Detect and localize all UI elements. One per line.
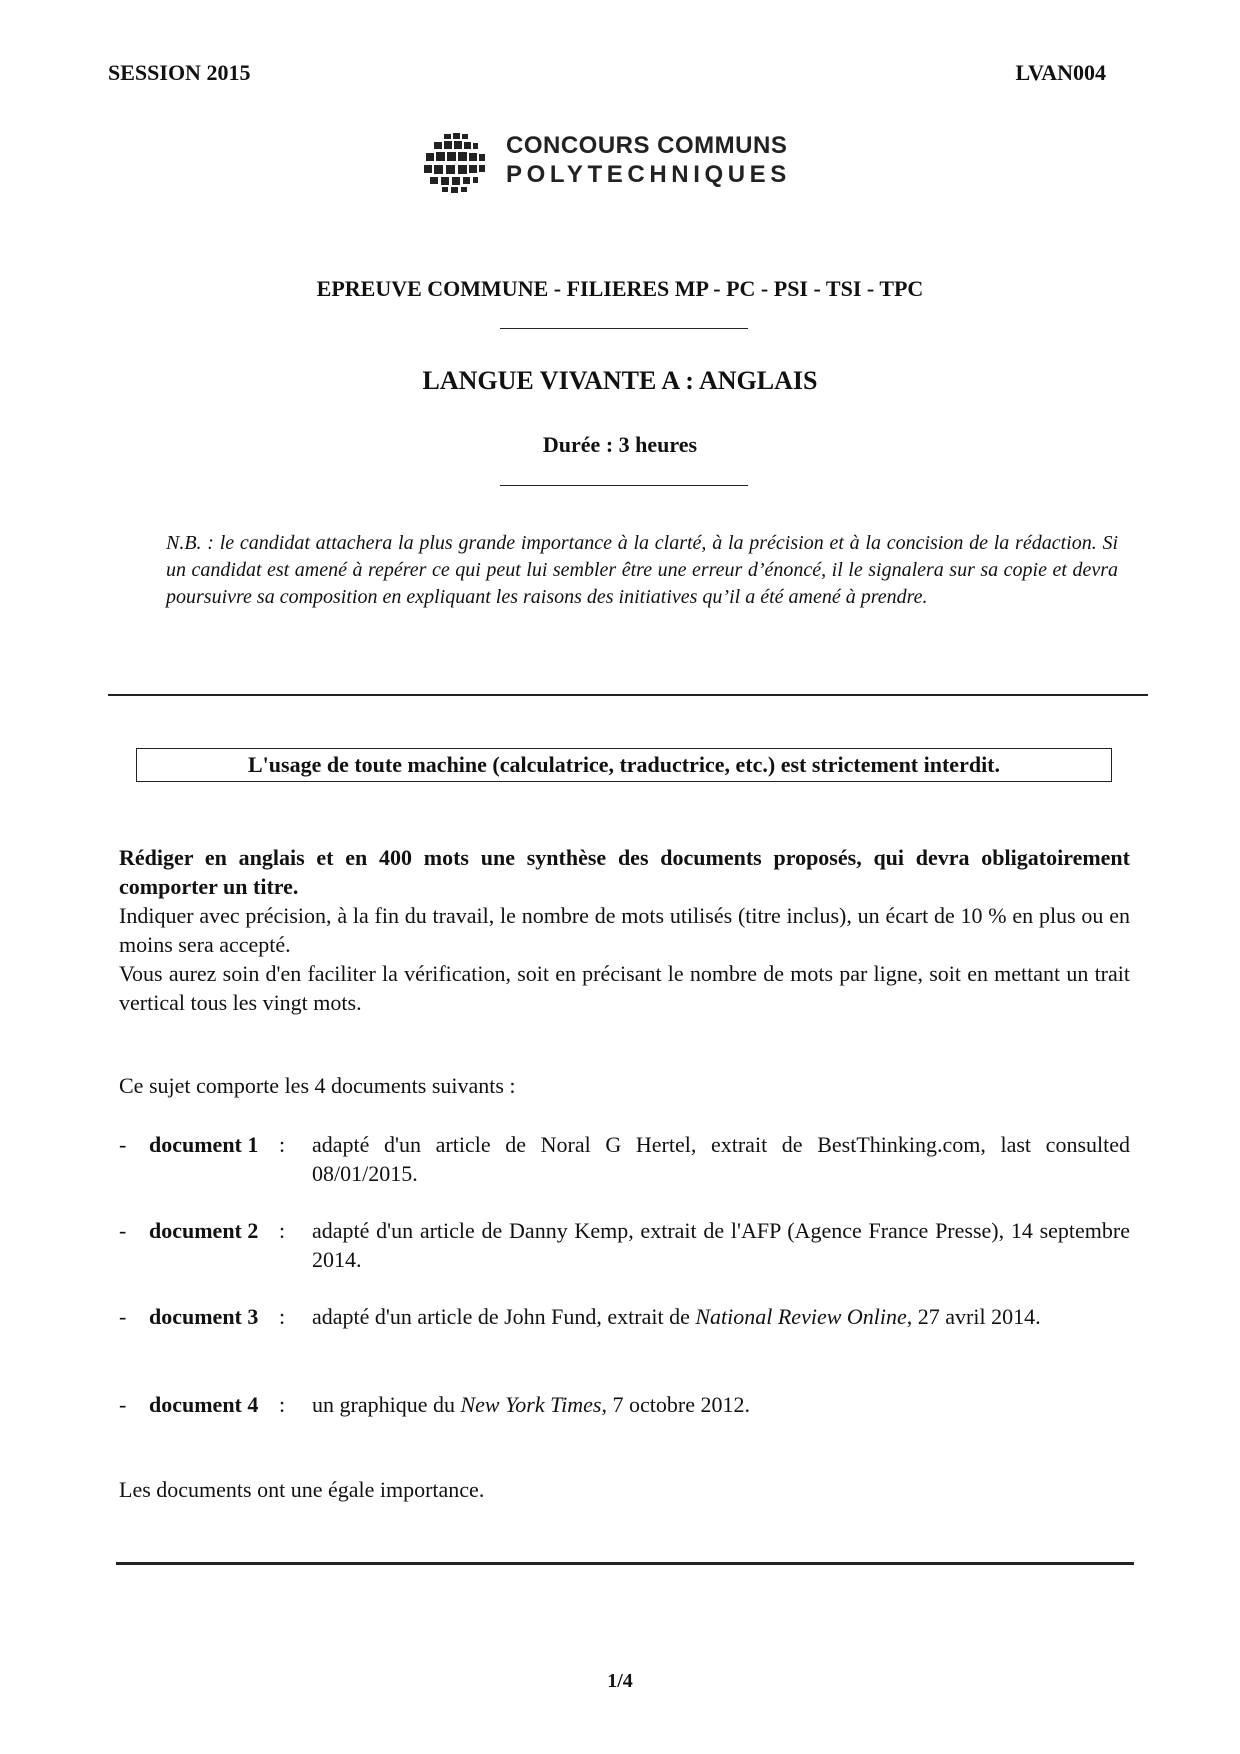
- document-label: document 2: [149, 1218, 259, 1243]
- nb-note: N.B. : le candidat attachera la plus grande importance à la clarté, à la précision et à la concision de la rédaction. Si un candidat est amené à repérer ce qui peut lui sembler être une erreur d’énoncé, il le signalera sur sa copie et devra poursuivre sa composition en expliquant les raisons des initiatives qu’il a été amené à prendre.: [166, 532, 1118, 608]
- divider: [116, 1562, 1134, 1565]
- list-dash: -: [119, 1392, 127, 1417]
- divider: [108, 694, 1148, 696]
- instructions-verification: Vous aurez soin d'en faciliter la vérification, soit en précisant le nombre de mots par ligne, soit en mettant un trait vertical tous les vingt mots.: [119, 961, 1130, 1015]
- list-dash: -: [119, 1132, 127, 1157]
- documents-intro: Ce sujet comporte les 4 documents suivants :: [119, 1073, 516, 1098]
- document-description: adapté d'un article de Noral G Hertel, extrait de BestThinking.com, last consulted 08/01/2015.: [312, 1132, 1130, 1186]
- list-colon: :: [279, 1392, 286, 1417]
- instructions-count: Indiquer avec précision, à la fin du travail, le nombre de mots utilisés (titre inclus), un écart de 10 % en plus ou en moins sera accepté.: [119, 903, 1130, 957]
- logo-title-line1: CONCOURS COMMUNS: [506, 132, 788, 159]
- document-label: document 3: [149, 1304, 259, 1329]
- page-number: 1/4: [607, 1670, 633, 1692]
- equal-importance-note: Les documents ont une égale importance.: [119, 1477, 485, 1502]
- divider: [500, 485, 748, 486]
- logo: [422, 126, 822, 196]
- exam-code: LVAN004: [1015, 60, 1106, 85]
- list-dash: -: [119, 1304, 127, 1329]
- document-label: document 4: [149, 1392, 259, 1417]
- instructions-main: Rédiger en anglais et en 400 mots une synthèse des documents proposés, qui devra obligatoirement comporter un titre.: [119, 845, 1130, 899]
- exam-subtitle: EPREUVE COMMUNE - FILIERES MP - PC - PSI - TSI - TPC: [316, 276, 924, 301]
- document-description: un graphique du New York Times, 7 octobre 2012.: [312, 1392, 750, 1417]
- list-colon: :: [279, 1304, 286, 1329]
- divider: [500, 328, 748, 329]
- notice-box: L'usage de toute machine (calculatrice, traductrice, etc.) est strictement interdit.: [136, 748, 1112, 782]
- page-title: LANGUE VIVANTE A : ANGLAIS: [422, 366, 818, 395]
- duration: Durée : 3 heures: [542, 432, 698, 457]
- document-label: document 1: [149, 1132, 259, 1157]
- globe-grid-icon: [422, 132, 490, 194]
- list-colon: :: [279, 1132, 286, 1157]
- logo-title-line2: POLYTECHNIQUES: [506, 161, 791, 188]
- list-colon: :: [279, 1218, 286, 1243]
- session-label: SESSION 2015: [108, 60, 251, 85]
- list-dash: -: [119, 1218, 127, 1243]
- document-description: adapté d'un article de John Fund, extrait de National Review Online, 27 avril 2014.: [312, 1304, 1041, 1329]
- document-description: adapté d'un article de Danny Kemp, extrait de l'AFP (Agence France Presse), 14 septembre 2014.: [312, 1218, 1130, 1272]
- instructions: [119, 843, 1130, 1017]
